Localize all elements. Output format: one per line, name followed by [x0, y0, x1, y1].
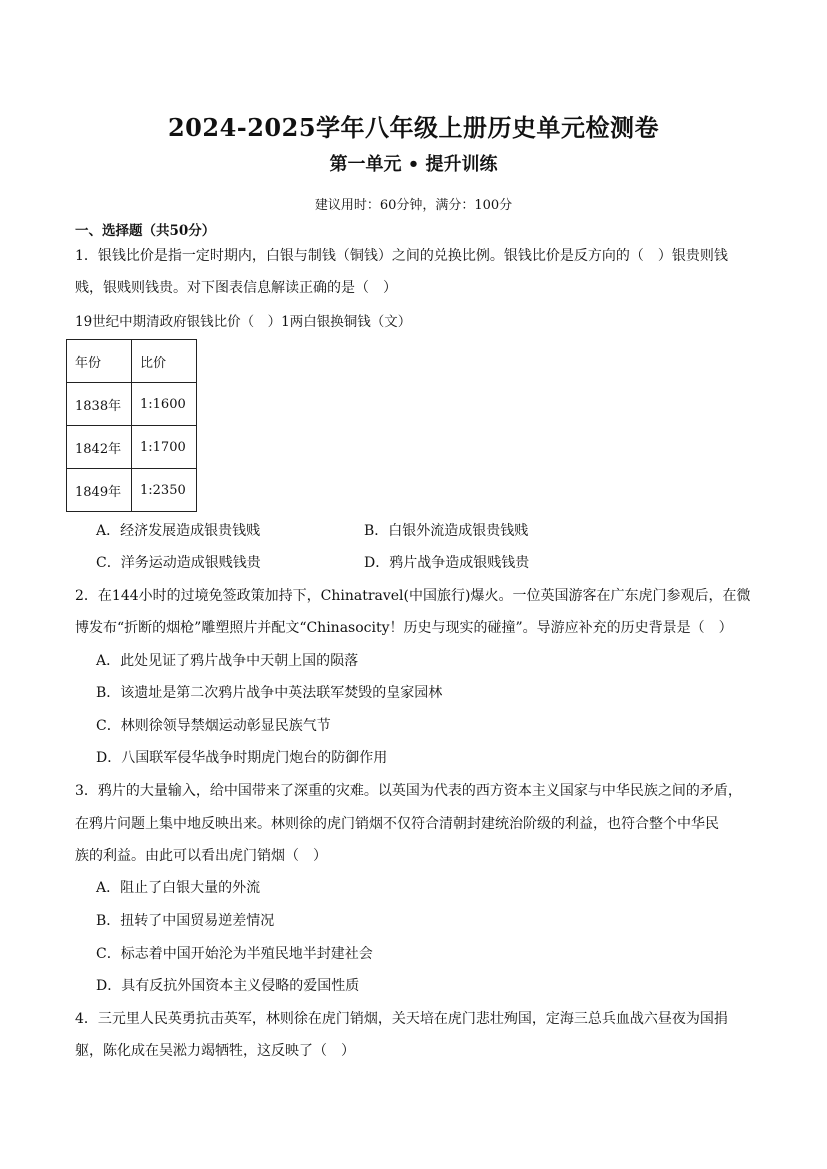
- table-row: [67, 383, 197, 426]
- page-subtitle: 第一单元 • 提升训练: [329, 154, 498, 175]
- question-3-option-c: C．标志着中国开始沦为半殖民地半封建社会: [96, 946, 373, 962]
- question-2-line-1: 2．在144小时的过境免签政策加持下，Chinatravel(中国旅行)爆火。一位英国游客在广东虎门参观后，在微: [75, 588, 751, 604]
- question-2-option-c: C．林则徐领导禁烟运动彰显民族气节: [96, 718, 331, 734]
- table-cell: 1:1700: [132, 426, 197, 469]
- question-4-line-2: 躯，陈化成在吴淞力竭牺牲，这反映了（ ）: [75, 1043, 355, 1059]
- question-4-line-1: 4．三元里人民英勇抗击英军，林则徐在虎门销烟，关天培在虎门悲壮殉国，定海三总兵血战六昼夜为国捐: [75, 1011, 728, 1027]
- question-1-option-c: C．洋务运动造成银贱钱贵: [96, 555, 261, 571]
- table-cell: 1:1600: [132, 383, 197, 426]
- question-3-line-2: 在鸦片问题上集中地反映出来。林则徐的虎门销烟不仅符合清朝封建统治阶级的利益，也符合整个中华民: [75, 816, 719, 832]
- question-2-option-d: D．八国联军侵华战争时期虎门炮台的防御作用: [96, 750, 388, 766]
- table-row: [67, 469, 197, 512]
- question-1-option-b: B．白银外流造成银贵钱贱: [364, 523, 529, 539]
- question-1-table-caption: 19世纪中期清政府银钱比价（ ）1两白银换铜钱（文）: [75, 314, 412, 330]
- table-header-cell: 比价: [132, 340, 197, 383]
- table-row: [67, 426, 197, 469]
- table-cell: 1849年: [67, 469, 132, 512]
- question-3-option-b: B．扭转了中国贸易逆差情况: [96, 913, 275, 929]
- question-1-option-a: A．经济发展造成银贵钱贱: [96, 523, 261, 539]
- table-cell: 1:2350: [132, 469, 197, 512]
- exchange-rate-table: [66, 339, 197, 512]
- question-2-option-a: A．此处见证了鸦片战争中天朝上国的陨落: [96, 653, 359, 669]
- question-1-line-1: 1．银钱比价是指一定时期内，白银与制钱（铜钱）之间的兑换比例。银钱比价是反方向的（ ）银贵则钱: [75, 248, 728, 264]
- table-cell: 1842年: [67, 426, 132, 469]
- question-2-line-2: 博发布“折断的烟枪”雕塑照片并配文“Chinasocity！历史与现实的碰撞”。导游应补充的历史背景是（ ）: [75, 620, 733, 636]
- table-header-cell: 年份: [67, 340, 132, 383]
- question-3-option-d: D．具有反抗外国资本主义侵略的爱国性质: [96, 978, 360, 994]
- page-title: 2024-2025学年八年级上册历史单元检测卷: [167, 113, 660, 142]
- question-3-line-3: 族的利益。由此可以看出虎门销烟（ ）: [75, 848, 327, 864]
- question-1-option-d: D．鸦片战争造成银贱钱贵: [364, 555, 530, 571]
- table-cell: 1838年: [67, 383, 132, 426]
- table-header-row: [67, 340, 197, 383]
- exam-meta: 建议用时：60分钟，满分：100分: [314, 198, 513, 213]
- question-3-line-1: 3．鸦片的大量输入，给中国带来了深重的灾难。以英国为代表的西方资本主义国家与中华民族之间的矛盾，: [75, 783, 742, 799]
- question-2-option-b: B．该遗址是第二次鸦片战争中英法联军焚毁的皇家园林: [96, 685, 443, 701]
- section-heading: 一、选择题（共50分）: [75, 223, 216, 239]
- question-1-line-2: 贱，银贱则钱贵。对下图表信息解读正确的是（ ）: [75, 280, 397, 296]
- question-3-option-a: A．阻止了白银大量的外流: [96, 880, 261, 896]
